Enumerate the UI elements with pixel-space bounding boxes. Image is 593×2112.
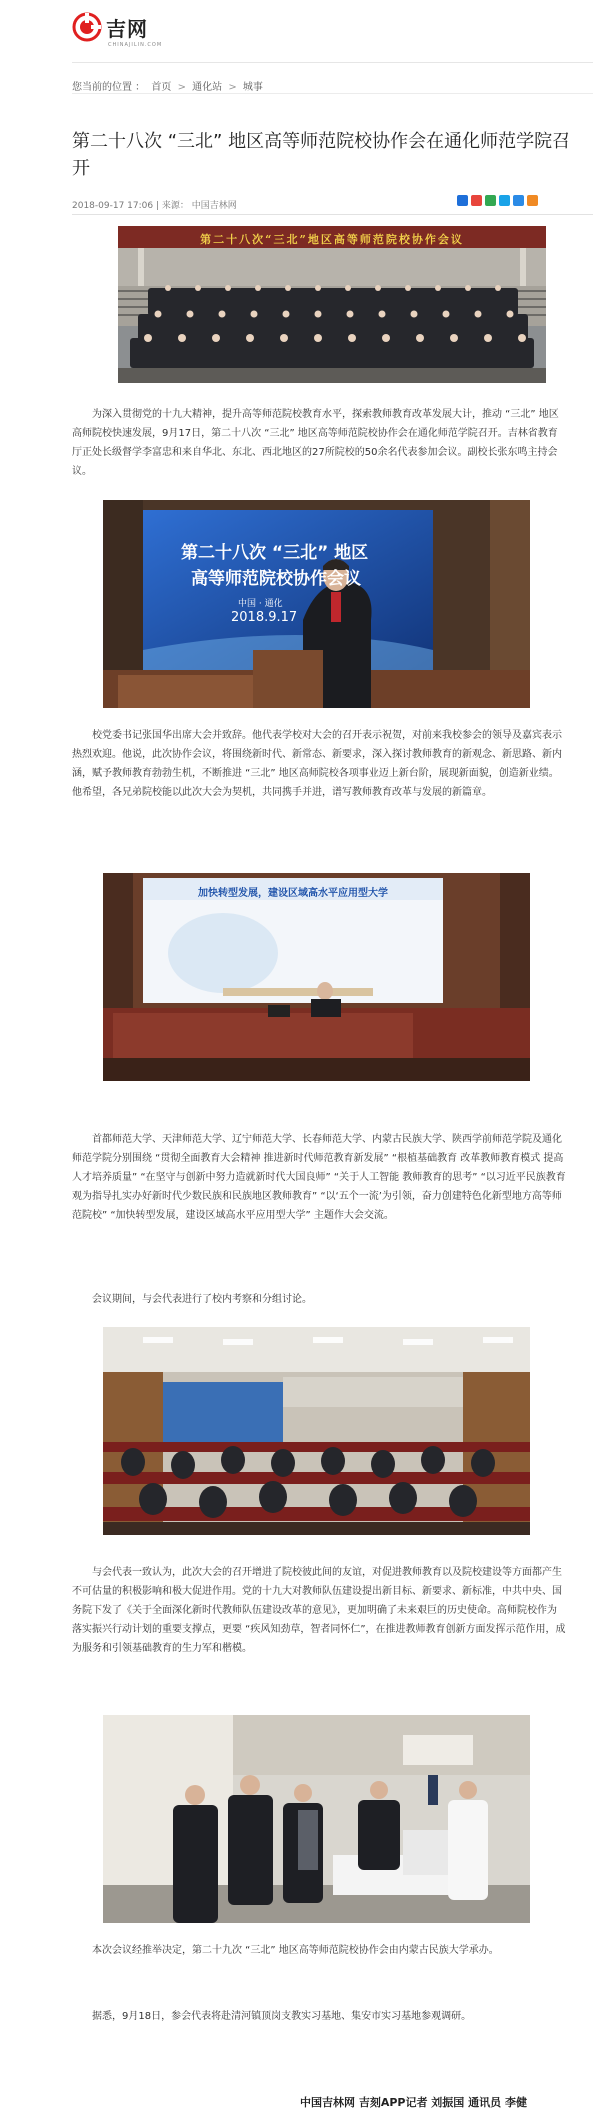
speaker-photo [103,500,530,708]
article-source-label: | 来源： [155,201,189,211]
article-meta [72,198,237,211]
article-paragraph: 会议期间，与会代表进行了校内考察和分组讨论。 [92,1294,312,1305]
site-logo[interactable] [72,12,148,42]
share-bar [457,195,538,206]
article-paragraph: 校党委书记张国华出席大会并致辞。他代表学校对大会的召开表示祝贺，对前来我校参会的领导及嘉宾表示热烈欢迎。他说，此次协作会议，将围绕新时代、新常态、新要求，深入探讨教师教育的新观念、新思路、新内涵，赋予教师教育勃勃生机，不断推进 “三北” 地区高师院校各项事业迈上新台阶，展现新面貌，创造新业绩。他希望，各兄弟院校能以此次大会为契机，共同携手并进，谱写教师教育改革与发展的新篇章。 [72,730,562,798]
screen-date: 2018.9.17 [231,610,298,625]
share-more-icon[interactable] [527,195,538,206]
lab-visit-photo [103,1715,530,1923]
jilin-logo-icon [72,12,102,42]
article-paragraph: 与会代表一致认为，此次大会的召开增进了院校彼此间的友谊，对促进教师教育以及院校建设等方面都产生不可估量的积极影响和极大促进作用。党的十九大对教师队伍建设提出新目标、新要求、新标准，中共中央、国务院下发了《关于全面深化新时代教师队伍建设改革的意见》，更加明确了未来艰巨的历史使命。高师院校作为落实振兴行动计划的重要支撑点，更要 “疾风知劲草，智者同怀仁”，在推进教师教育创新方面发挥示范作用，成为服务和引领基础教育的生力军和楷模。 [72,1567,566,1654]
breadcrumb-separator: > [228,82,237,93]
meta-divider [72,214,593,215]
slide-title: 加快转型发展，建设区域高水平应用型大学 [198,888,388,899]
breadcrumb-divider [72,93,593,94]
article-date: 2018-09-17 17:06 [72,201,154,211]
breadcrumb-city[interactable]: 城事 [242,82,263,93]
article-paragraph: 为深入贯彻党的十九大精神，提升高等师范院校教育水平，探索教师教育改革发展大计，推动 “三北” 地区高师院校快速发展，9月17日，第二十八次 “三北” 地区高等师范院校协作会在通化师范学院召开。吉林省教育厅正处长级督学李富忠和来自华北、东北、西北地区的27所院校的50余名代表参加会议。副校长张东鸣主持会议。 [72,409,559,477]
share-weibo-icon[interactable] [471,195,482,206]
article-source: 中国吉林网 [191,201,237,211]
share-qq-icon[interactable] [499,195,510,206]
screen-title-line1: 第二十八次 “三北” 地区 [181,543,369,563]
article-credits: 中国吉林网 吉刻APP记者 刘振国 通讯员 李健 [300,2096,527,2109]
article-paragraph: 据悉，9月18日，参会代表将赴清河镇顶岗支教实习基地、集安市实习基地参观调研。 [92,2011,472,2022]
share-wechat-icon[interactable] [485,195,496,206]
share-qzone-icon[interactable] [457,195,468,206]
group-photo [118,226,546,383]
screen-place: 中国 · 通化 [238,599,283,609]
breadcrumb-home[interactable]: 首页 [151,82,172,93]
logo-subtitle: CHINAJILIN.COM [108,42,163,48]
breadcrumb-tonghua[interactable]: 通化站 [192,82,223,93]
header-divider [72,62,593,63]
breadcrumb-separator: > [177,82,186,93]
share-renren-icon[interactable] [513,195,524,206]
article-paragraph: 本次会议经推举决定，第二十九次 “三北” 地区高等师范院校协作会由内蒙古民族大学承办。 [92,1945,499,1956]
article-title: 第二十八次 “三北” 地区高等师范院校协作会在通化师范学院召开 [72,131,571,180]
discussion-photo [103,1327,530,1535]
screen-title-line2: 高等师范院校协作会议 [191,569,361,589]
banner-text: 第二十八次“三北”地区高等师范院校协作会议 [200,233,464,246]
article-paragraph: 首都师范大学、天津师范大学、辽宁师范大学、长春师范大学、内蒙古民族大学、陕西学前师范学院及通化师范学院分别围绕 “贯彻全面教育大会精神 推进新时代师范教育新发展” “根植基础教育 改革教师教育模式 提高人才培养质量” “在坚守与创新中努力造就新时代大国良师” “关于人工智能 教师教育的思考” “以习近平民族教育观为指导扎实办好新时代少数民族和民族地区教师教育” “以‘五个一流’为引领，奋力创建特色化新型地方高等师范院校” “加快转型发展，建设区域高水平应用型大学” 主题作大会交流。 [72,1134,566,1221]
breadcrumb [72,78,266,93]
logo-text: 吉网 [106,16,148,41]
site-header [0,0,593,62]
stage-photo [103,873,530,1081]
breadcrumb-prefix: 您当前的位置 ： [72,82,146,93]
